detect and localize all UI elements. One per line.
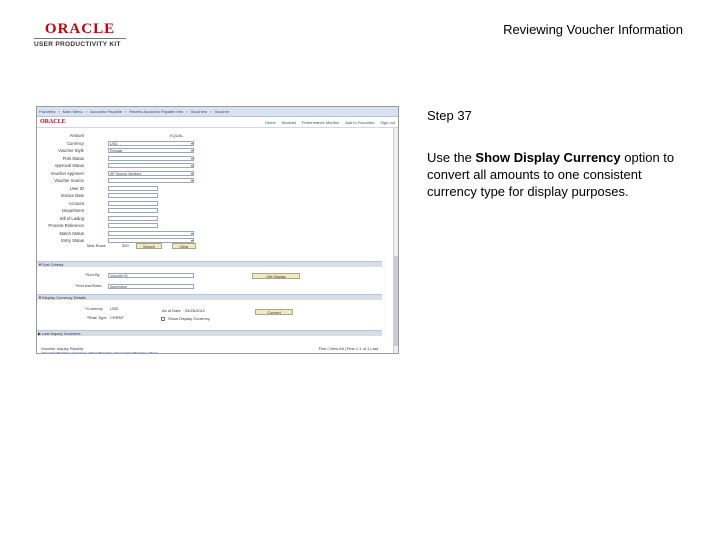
field-row xyxy=(37,222,337,229)
field-value[interactable]: EQUAL xyxy=(170,133,184,138)
field-select[interactable] xyxy=(108,231,194,236)
sort-asc-select[interactable]: Ascending xyxy=(108,284,194,289)
field-row xyxy=(37,132,337,139)
sort-criteria-section[interactable] xyxy=(37,261,382,267)
logo-brand: ORACLE xyxy=(44,21,116,37)
field-label: Invoice Date xyxy=(60,193,84,198)
step-title: Step 37 xyxy=(427,108,472,123)
performance-monitor-link[interactable]: Performance Monitor xyxy=(301,119,340,125)
breadcrumb-item[interactable]: Favorites xyxy=(39,109,56,114)
sort-by-label: *Sort By xyxy=(85,272,100,277)
rate-type-value[interactable]: CRRNT xyxy=(110,315,124,320)
step-text-after: option to convert all amounts to one consistent currency type for display purposes. xyxy=(427,150,675,199)
currency-label: *Currency xyxy=(85,306,103,311)
sign-out-link[interactable]: Sign out xyxy=(380,119,395,125)
results-pagination[interactable]: Find | View All | First 1-1 of 1 Last xyxy=(318,346,378,351)
tab-invoice[interactable]: Invoice xyxy=(73,352,85,354)
field-row xyxy=(37,192,337,199)
max-rows-label: Max Rows xyxy=(87,243,106,248)
last-inquiry-section[interactable] xyxy=(37,330,382,336)
vertical-scrollbar[interactable] xyxy=(393,128,398,353)
field-select[interactable]: AP Source Vendors ▾ xyxy=(108,171,194,176)
sort-by-select[interactable]: Voucher ID xyxy=(108,273,194,278)
field-input[interactable] xyxy=(108,193,158,198)
field-row xyxy=(37,207,337,214)
step-instructions xyxy=(427,149,692,200)
logo-divider xyxy=(34,38,126,39)
scrollbar-thumb[interactable] xyxy=(394,256,398,346)
expand-triangle-icon[interactable]: ▶ xyxy=(38,331,42,336)
field-label: Post Status xyxy=(62,155,84,161)
field-label: User ID xyxy=(69,185,84,191)
field-select[interactable] xyxy=(108,178,194,183)
field-row xyxy=(37,147,337,154)
breadcrumb-item[interactable]: Voucher xyxy=(214,109,230,114)
tab-accounting-details[interactable]: Accounting Details xyxy=(114,352,145,354)
step-text-bold: Show Display Currency xyxy=(475,150,621,165)
collapse-triangle-icon[interactable]: ▼ xyxy=(38,262,42,267)
field-label: Voucher Style xyxy=(58,148,84,153)
field-label: Voucher Approver xyxy=(50,170,84,176)
tab-pay[interactable]: Pay xyxy=(149,352,156,354)
section-label: Last Inquiry Vouchers xyxy=(42,331,81,336)
breadcrumb-item[interactable]: Vouchers xyxy=(190,109,208,114)
show-display-currency-checkbox[interactable] xyxy=(161,317,165,321)
rate-type-label: *Rate Type xyxy=(87,315,107,320)
field-label: Department xyxy=(62,208,84,213)
field-input[interactable] xyxy=(108,208,158,213)
field-label: Entry Status xyxy=(61,238,84,243)
field-row xyxy=(37,185,337,192)
worklist-link[interactable]: Worklist xyxy=(281,119,296,125)
breadcrumb-item[interactable]: Review Accounts Payable Info xyxy=(129,109,184,114)
field-label: Process Reference xyxy=(48,223,84,228)
app-brand-logo: ORACLE xyxy=(40,119,66,125)
field-row xyxy=(37,170,337,177)
field-input[interactable] xyxy=(108,201,158,206)
field-row xyxy=(37,230,337,237)
sort-asc-label: *Sort Asc/Desc xyxy=(75,283,102,288)
field-row xyxy=(37,177,337,184)
field-label: Match Status xyxy=(59,230,84,236)
breadcrumb: Favorites › Main Menu › Accounts Payable › Review Accounts Payable Info › Vouchers › Voucher xyxy=(37,107,398,117)
field-input[interactable] xyxy=(108,223,158,228)
field-select[interactable]: Regular ▾ xyxy=(108,148,194,153)
as-of-date-label: As of Date xyxy=(162,308,181,313)
clear-button[interactable]: Clear xyxy=(172,243,196,249)
home-link[interactable]: Home xyxy=(265,119,276,125)
step-text-before: Use the xyxy=(427,150,476,165)
oracle-upk-logo xyxy=(34,22,126,48)
field-label: Bill of Lading xyxy=(60,215,84,221)
max-rows-value[interactable]: 300 xyxy=(122,243,129,248)
display-currency-section[interactable] xyxy=(37,294,382,300)
field-row xyxy=(37,155,337,162)
get-display-button[interactable]: Get Display xyxy=(252,273,300,279)
tab-more-details[interactable]: More Details xyxy=(89,352,110,354)
add-to-favorites-link[interactable]: Add to Favorites xyxy=(345,119,375,125)
field-input[interactable] xyxy=(108,186,158,191)
convert-button[interactable]: Convert xyxy=(255,309,293,315)
field-label: Voucher Source xyxy=(54,178,84,183)
section-label: Sort Criteria xyxy=(42,262,64,267)
field-row xyxy=(37,215,337,222)
field-label: Account xyxy=(68,200,84,206)
field-label: Approval Status xyxy=(54,163,84,168)
field-row xyxy=(37,162,337,169)
as-of-date-value[interactable]: 04/26/2012 xyxy=(185,308,206,313)
field-select[interactable] xyxy=(108,163,194,168)
field-row xyxy=(37,140,337,147)
collapse-triangle-icon[interactable]: ▼ xyxy=(38,295,42,300)
logo-subtitle: USER PRODUCTIVITY KIT xyxy=(34,41,121,48)
field-label: Amount xyxy=(69,133,84,138)
field-label: Currency xyxy=(67,140,84,146)
field-input[interactable] xyxy=(108,216,158,221)
field-row xyxy=(37,200,337,207)
section-label: Display Currency Details xyxy=(42,295,86,300)
results-title: Voucher Inquiry Results xyxy=(41,346,84,351)
breadcrumb-item[interactable]: Main Menu xyxy=(62,109,83,114)
breadcrumb-item[interactable]: Accounts Payable xyxy=(89,109,122,114)
field-select[interactable]: USD ▾ xyxy=(108,141,194,146)
app-screenshot xyxy=(36,106,399,354)
app-header xyxy=(37,117,398,128)
slide-title: Reviewing Voucher Information xyxy=(503,22,683,37)
currency-value[interactable]: USD xyxy=(110,306,119,311)
tab-voucher-details[interactable]: Voucher Details xyxy=(43,352,69,354)
header-links xyxy=(265,120,395,125)
field-select[interactable] xyxy=(108,156,194,161)
show-display-currency-label: Show Display Currency xyxy=(168,316,210,321)
search-button[interactable]: Search xyxy=(136,243,162,249)
results-tabs xyxy=(41,352,158,354)
